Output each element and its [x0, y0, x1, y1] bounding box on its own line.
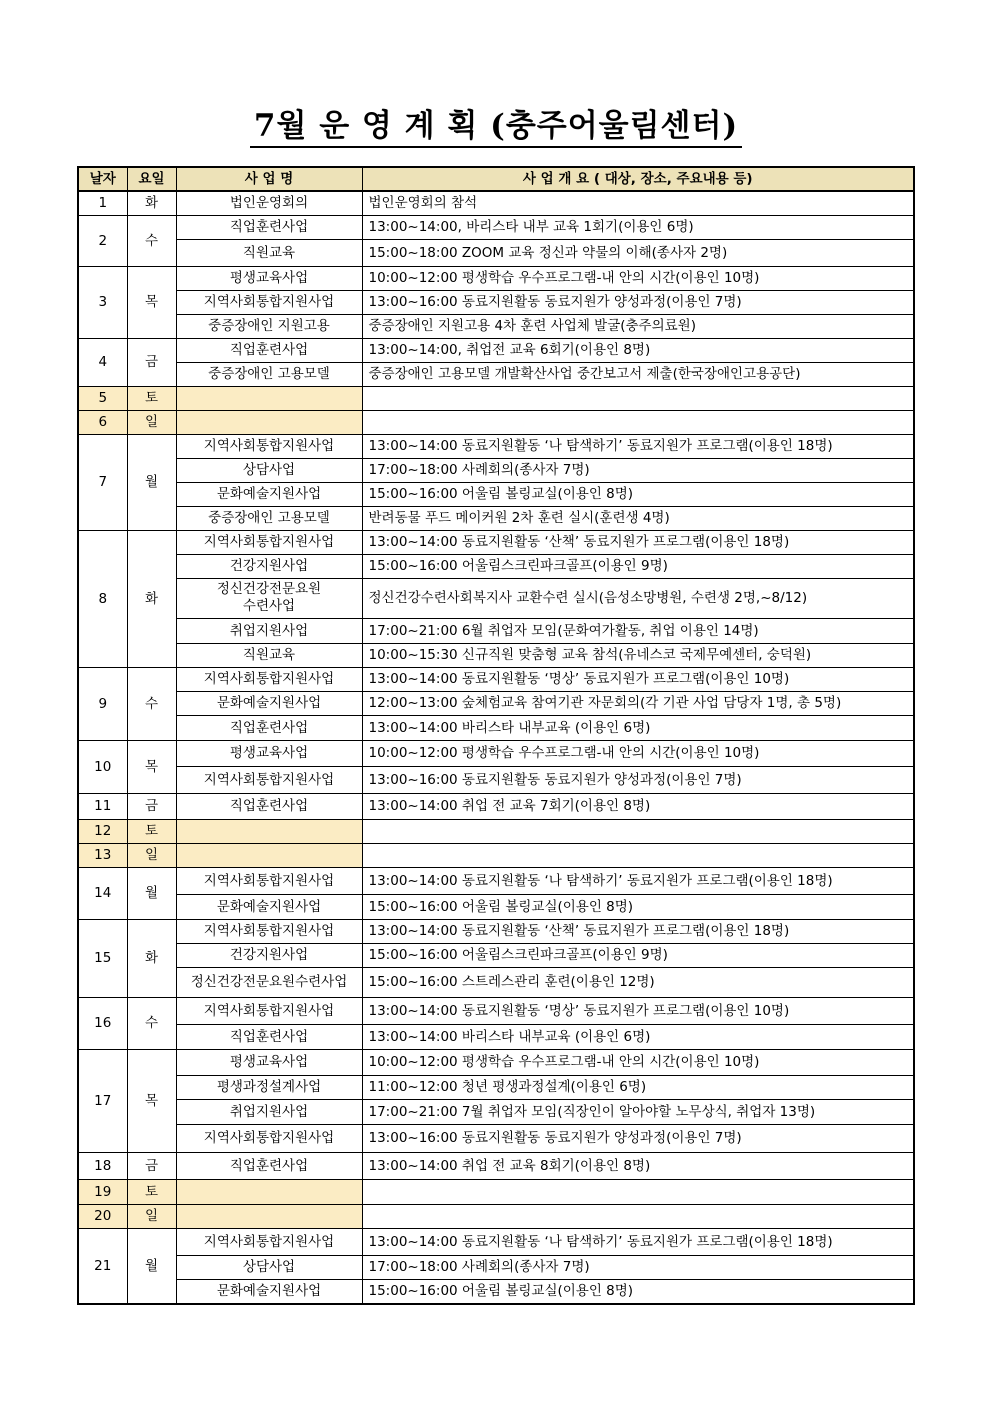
program-description-cell: 중증장애인 지원고용 4차 훈련 사업체 발굴(충주의료원) [362, 314, 914, 338]
table-row [78, 1204, 914, 1228]
day-cell: 17 [78, 1049, 127, 1152]
program-name-cell: 중증장애인 고용모델 [176, 506, 362, 530]
weekday-cell: 수 [127, 667, 176, 740]
program-name-cell: 문화예술지원사업 [176, 482, 362, 506]
table-row [78, 1124, 914, 1152]
weekday-cell: 금 [127, 1152, 176, 1179]
program-description-cell: 13:00~14:00 취업 전 교육 7회기(이용인 8명) [362, 793, 914, 819]
program-name-cell [176, 819, 362, 843]
program-description-cell: 17:00~21:00 7월 취업자 모임(직장인이 알아야할 노무상식, 취업자 13명) [362, 1099, 914, 1124]
table-row [78, 1279, 914, 1304]
program-name-cell: 평생교육사업 [176, 740, 362, 766]
weekday-cell: 토 [127, 819, 176, 843]
program-name-cell: 건강지원사업 [176, 554, 362, 578]
header-program: 사 업 명 [176, 167, 362, 191]
table-row [78, 867, 914, 894]
program-name-cell: 지역사회통합지원사업 [176, 667, 362, 691]
table-row [78, 919, 914, 943]
day-cell: 7 [78, 434, 127, 530]
program-name-cell [176, 1179, 362, 1204]
table-row [78, 1152, 914, 1179]
day-cell: 9 [78, 667, 127, 740]
program-description-cell: 11:00~12:00 청년 평생과정설계(이용인 6명) [362, 1075, 914, 1099]
table-row [78, 530, 914, 554]
table-row [78, 793, 914, 819]
program-name-cell: 취업지원사업 [176, 1099, 362, 1124]
weekday-cell: 토 [127, 386, 176, 410]
day-cell: 16 [78, 997, 127, 1049]
table-row [78, 643, 914, 667]
program-description-cell: 중증장애인 고용모델 개발확산사업 중간보고서 제출(한국장애인고용공단) [362, 362, 914, 386]
program-name-cell: 직업훈련사업 [176, 793, 362, 819]
program-description-cell: 17:00~18:00 사례회의(종사자 7명) [362, 458, 914, 482]
program-name-cell: 중증장애인 고용모델 [176, 362, 362, 386]
table-row [78, 1075, 914, 1099]
day-cell: 3 [78, 266, 127, 338]
program-name-cell: 지역사회통합지원사업 [176, 766, 362, 793]
table-row [78, 239, 914, 266]
table-row [78, 740, 914, 766]
table-row [78, 667, 914, 691]
weekday-cell: 토 [127, 1179, 176, 1204]
program-name-cell: 문화예술지원사업 [176, 894, 362, 919]
day-cell: 6 [78, 410, 127, 434]
day-cell: 13 [78, 843, 127, 867]
table-row [78, 506, 914, 530]
weekday-cell: 수 [127, 215, 176, 266]
weekday-cell: 금 [127, 793, 176, 819]
table-row [78, 1255, 914, 1279]
program-name-cell: 법인운영회의 [176, 191, 362, 215]
program-description-cell: 13:00~14:00 바리스타 내부교육 (이용인 6명) [362, 715, 914, 740]
weekday-cell: 월 [127, 434, 176, 530]
program-description-cell: 13:00~14:00 동료지원활동 ‘명상’ 동료지원가 프로그램(이용인 10명) [362, 667, 914, 691]
weekday-cell: 화 [127, 191, 176, 215]
program-description-cell: 13:00~14:00 동료지원활동 ‘나 탐색하기’ 동료지원가 프로그램(이용인 18명) [362, 1228, 914, 1255]
table-row [78, 943, 914, 967]
program-name-cell: 지역사회통합지원사업 [176, 867, 362, 894]
program-name-cell [176, 386, 362, 410]
program-description-cell: 13:00~14:00, 바리스타 내부 교육 1회기(이용인 6명) [362, 215, 914, 239]
program-name-cell: 평생교육사업 [176, 1049, 362, 1075]
table-row [78, 215, 914, 239]
program-description-cell [362, 1179, 914, 1204]
program-description-cell: 15:00~16:00 어울림 볼링교실(이용인 8명) [362, 894, 914, 919]
table-row [78, 191, 914, 215]
program-name-cell: 지역사회통합지원사업 [176, 434, 362, 458]
day-cell: 11 [78, 793, 127, 819]
program-description-cell: 13:00~16:00 동료지원활동 동료지원가 양성과정(이용인 7명) [362, 290, 914, 314]
day-cell: 14 [78, 867, 127, 919]
program-description-cell: 15:00~16:00 스트레스관리 훈련(이용인 12명) [362, 967, 914, 997]
program-name-cell: 직업훈련사업 [176, 1024, 362, 1049]
table-row [78, 554, 914, 578]
day-cell: 15 [78, 919, 127, 997]
program-description-cell: 15:00~16:00 어울림 볼링교실(이용인 8명) [362, 482, 914, 506]
program-description-cell: 13:00~14:00 취업 전 교육 8회기(이용인 8명) [362, 1152, 914, 1179]
operation-plan-table [77, 166, 915, 1305]
day-cell: 18 [78, 1152, 127, 1179]
table-row [78, 819, 914, 843]
header-description: 사 업 개 요 ( 대상, 장소, 주요내용 등) [362, 167, 914, 191]
program-description-cell: 17:00~18:00 사례회의(종사자 7명) [362, 1255, 914, 1279]
program-name-cell: 지역사회통합지원사업 [176, 1124, 362, 1152]
page-title-wrap [0, 100, 992, 145]
program-description-cell: 17:00~21:00 6월 취업자 모임(문화여가활동, 취업 이용인 14명) [362, 618, 914, 643]
program-name-cell: 상담사업 [176, 458, 362, 482]
table-row [78, 434, 914, 458]
day-cell: 12 [78, 819, 127, 843]
day-cell: 1 [78, 191, 127, 215]
program-description-cell: 10:00~12:00 평생학습 우수프로그램-내 안의 시간(이용인 10명) [362, 740, 914, 766]
program-name-cell: 정신건강전문요원 수련사업 [176, 578, 362, 618]
program-name-cell: 취업지원사업 [176, 618, 362, 643]
program-description-cell: 13:00~16:00 동료지원활동 동료지원가 양성과정(이용인 7명) [362, 1124, 914, 1152]
program-description-cell: 13:00~14:00 동료지원활동 ‘나 탐색하기’ 동료지원가 프로그램(이용인 18명) [362, 434, 914, 458]
table-row [78, 290, 914, 314]
table-row [78, 410, 914, 434]
program-name-cell: 정신건강전문요원수련사업 [176, 967, 362, 997]
program-description-cell: 13:00~14:00 동료지원활동 ‘명상’ 동료지원가 프로그램(이용인 10명) [362, 997, 914, 1024]
day-cell: 21 [78, 1228, 127, 1304]
program-name-cell: 지역사회통합지원사업 [176, 530, 362, 554]
table-row [78, 578, 914, 618]
program-description-cell: 반려동물 푸드 메이커원 2차 훈련 실시(훈련생 4명) [362, 506, 914, 530]
weekday-cell: 목 [127, 1049, 176, 1152]
day-cell: 10 [78, 740, 127, 793]
table-body [78, 191, 914, 1304]
table-row [78, 1049, 914, 1075]
day-cell: 5 [78, 386, 127, 410]
program-name-cell [176, 1204, 362, 1228]
program-name-cell: 상담사업 [176, 1255, 362, 1279]
program-name-cell: 직업훈련사업 [176, 215, 362, 239]
program-name-cell: 지역사회통합지원사업 [176, 997, 362, 1024]
weekday-cell: 금 [127, 338, 176, 386]
weekday-cell: 월 [127, 1228, 176, 1304]
weekday-cell: 목 [127, 266, 176, 338]
program-name-cell: 지역사회통합지원사업 [176, 919, 362, 943]
program-name-cell: 직원교육 [176, 239, 362, 266]
weekday-cell: 목 [127, 740, 176, 793]
table-row [78, 314, 914, 338]
page-title: 7월 운 영 계 획 (충주어울림센터) [250, 108, 742, 148]
program-name-cell: 건강지원사업 [176, 943, 362, 967]
program-description-cell: 13:00~14:00 동료지원활동 ‘산책’ 동료지원가 프로그램(이용인 18명) [362, 919, 914, 943]
program-description-cell: 13:00~16:00 동료지원활동 동료지원가 양성과정(이용인 7명) [362, 766, 914, 793]
program-description-cell [362, 819, 914, 843]
table-row [78, 618, 914, 643]
program-name-cell: 평생교육사업 [176, 266, 362, 290]
program-description-cell [362, 843, 914, 867]
program-description-cell: 정신건강수련사회복지사 교환수련 실시(음성소망병원, 수련생 2명,~8/12) [362, 578, 914, 618]
program-name-cell [176, 843, 362, 867]
program-name-cell: 중증장애인 지원고용 [176, 314, 362, 338]
weekday-cell: 일 [127, 410, 176, 434]
program-name-cell: 지역사회통합지원사업 [176, 290, 362, 314]
program-description-cell: 13:00~14:00 동료지원활동 ‘나 탐색하기’ 동료지원가 프로그램(이용인 18명) [362, 867, 914, 894]
table-row [78, 482, 914, 506]
program-name-cell: 직업훈련사업 [176, 1152, 362, 1179]
weekday-cell: 일 [127, 843, 176, 867]
table-row [78, 715, 914, 740]
table-row [78, 1099, 914, 1124]
table-row [78, 386, 914, 410]
header-day: 날자 [78, 167, 127, 191]
program-name-cell: 평생과정설계사업 [176, 1075, 362, 1099]
program-description-cell: 15:00~16:00 어울림스크린파크골프(이용인 9명) [362, 943, 914, 967]
table-row [78, 1024, 914, 1049]
program-name-cell: 문화예술지원사업 [176, 691, 362, 715]
program-description-cell: 10:00~15:30 신규직원 맞춤형 교육 참석(유네스코 국제무예센터, 숭덕원) [362, 643, 914, 667]
program-description-cell: 13:00~14:00, 취업전 교육 6회기(이용인 8명) [362, 338, 914, 362]
table-row [78, 967, 914, 997]
program-description-cell: 13:00~14:00 바리스타 내부교육 (이용인 6명) [362, 1024, 914, 1049]
program-description-cell [362, 410, 914, 434]
day-cell: 20 [78, 1204, 127, 1228]
program-name-cell: 직원교육 [176, 643, 362, 667]
program-description-cell: 15:00~16:00 어울림스크린파크골프(이용인 9명) [362, 554, 914, 578]
header-weekday: 요일 [127, 167, 176, 191]
table-row [78, 338, 914, 362]
program-description-cell: 10:00~12:00 평생학습 우수프로그램-내 안의 시간(이용인 10명) [362, 266, 914, 290]
program-description-cell: 13:00~14:00 동료지원활동 ‘산책’ 동료지원가 프로그램(이용인 18명) [362, 530, 914, 554]
weekday-cell: 일 [127, 1204, 176, 1228]
weekday-cell: 화 [127, 919, 176, 997]
table-row [78, 1228, 914, 1255]
program-description-cell: 15:00~16:00 어울림 볼링교실(이용인 8명) [362, 1279, 914, 1304]
table-row [78, 997, 914, 1024]
program-name-cell: 지역사회통합지원사업 [176, 1228, 362, 1255]
program-name-cell [176, 410, 362, 434]
table-row [78, 691, 914, 715]
table-row [78, 843, 914, 867]
day-cell: 4 [78, 338, 127, 386]
program-description-cell: 10:00~12:00 평생학습 우수프로그램-내 안의 시간(이용인 10명) [362, 1049, 914, 1075]
program-description-cell [362, 1204, 914, 1228]
weekday-cell: 수 [127, 997, 176, 1049]
table-row [78, 362, 914, 386]
table-header-row [78, 167, 914, 191]
program-description-cell [362, 386, 914, 410]
day-cell: 8 [78, 530, 127, 667]
program-name-cell: 문화예술지원사업 [176, 1279, 362, 1304]
table-row [78, 766, 914, 793]
table-row [78, 894, 914, 919]
table-row [78, 1179, 914, 1204]
program-name-cell: 직업훈련사업 [176, 715, 362, 740]
weekday-cell: 월 [127, 867, 176, 919]
table-row [78, 266, 914, 290]
program-description-cell: 12:00~13:00 숲체험교육 참여기관 자문회의(각 기관 사업 담당자 1명, 총 5명) [362, 691, 914, 715]
program-description-cell: 15:00~18:00 ZOOM 교육 정신과 약물의 이해(종사자 2명) [362, 239, 914, 266]
program-name-cell: 직업훈련사업 [176, 338, 362, 362]
day-cell: 2 [78, 215, 127, 266]
table-row [78, 458, 914, 482]
day-cell: 19 [78, 1179, 127, 1204]
program-description-cell: 법인운영회의 참석 [362, 191, 914, 215]
weekday-cell: 화 [127, 530, 176, 667]
